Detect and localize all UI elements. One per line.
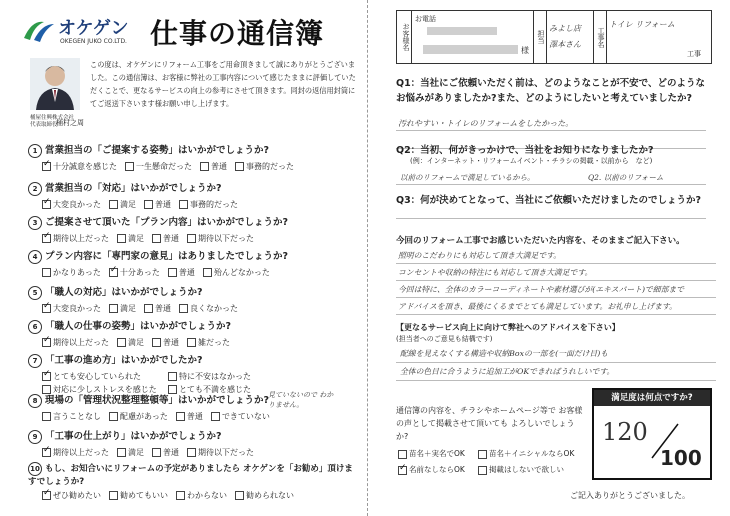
option[interactable]	[187, 233, 254, 244]
option-label: 苗名＋実名でOK	[409, 449, 465, 458]
option[interactable]	[125, 161, 192, 172]
option-label: 満足	[120, 200, 136, 209]
q2-sub: (例：インターネット・リフォームイベント・チラシの掲載・以前から など)	[410, 157, 653, 165]
option[interactable]	[187, 447, 254, 458]
customer-box	[396, 10, 712, 64]
question-number: 4	[28, 250, 42, 264]
checkbox-icon[interactable]	[42, 304, 51, 313]
option-label: 良くなかった	[190, 304, 238, 313]
question-number: 6	[28, 320, 42, 334]
question-6	[28, 318, 364, 348]
option[interactable]	[109, 490, 168, 501]
logo	[22, 18, 56, 44]
option[interactable]	[152, 447, 179, 458]
option-label: 期待以上だった	[53, 234, 109, 243]
brand-name: オケゲン	[58, 18, 129, 39]
question-number: 10	[28, 462, 42, 476]
advice-line: 配線を見えなくする構造や収納Boxの一部を(一面だけ目)も	[400, 349, 609, 358]
option-label: 期待以下だった	[198, 448, 254, 457]
option[interactable]	[42, 267, 101, 278]
option[interactable]	[42, 303, 101, 314]
question-4	[28, 248, 364, 278]
impression-line: コンセントや収納の特注にも対応して頂き大満足です。	[398, 268, 593, 277]
option-label: 配慮があった	[120, 412, 168, 421]
option[interactable]	[117, 337, 144, 348]
question-1	[28, 142, 364, 172]
logo-icon	[22, 18, 56, 44]
question-number: 3	[28, 216, 42, 230]
question-text: 「職人の対応」はいかがでしょうか?	[45, 287, 203, 298]
kouji-label: 工事名	[593, 11, 607, 63]
option[interactable]	[152, 337, 179, 348]
q2-answer-2: Q2. 以前のリフォーム	[588, 173, 664, 182]
checkbox-icon[interactable]	[42, 372, 51, 381]
checkbox-icon[interactable]	[176, 491, 185, 500]
score-value: 120	[602, 418, 648, 446]
q2-text: Q2：当初、何がきっかけで、当社をお知りになりましたか?	[396, 145, 654, 156]
checkbox-icon[interactable]	[152, 448, 161, 457]
name-value	[423, 45, 518, 54]
checkbox-icon[interactable]	[478, 466, 487, 475]
option[interactable]	[144, 199, 171, 210]
option-label: 普通	[211, 162, 227, 171]
phone-value	[427, 27, 497, 35]
option[interactable]	[176, 411, 203, 422]
checkbox-icon[interactable]	[200, 162, 209, 171]
checkbox-icon[interactable]	[109, 412, 118, 421]
question-number: 2	[28, 182, 42, 196]
option-label: かなりあった	[53, 268, 101, 277]
option[interactable]	[42, 371, 160, 382]
checkbox-icon[interactable]	[235, 162, 244, 171]
option-label: 大変良かった	[53, 200, 101, 209]
question-text: 現場の「管理状況整理整頓等」はいかがでしょうか?	[45, 395, 270, 406]
option[interactable]	[42, 199, 101, 210]
q2-answer: 以前のリフォームで満足しているから。	[400, 173, 535, 182]
option-label: とても不満を感じた	[179, 385, 251, 394]
option-label: 普通	[163, 234, 179, 243]
checkbox-icon[interactable]	[203, 268, 212, 277]
option[interactable]	[179, 199, 238, 210]
option[interactable]	[109, 199, 136, 210]
score-title: 満足度は何点ですか?	[594, 390, 710, 406]
option-label: 事務的だった	[246, 162, 294, 171]
question-text: プラン内容に「専門家の意見」はありましたでしょうか?	[45, 251, 289, 262]
checkbox-icon[interactable]	[42, 268, 51, 277]
option-label: 普通	[186, 412, 203, 421]
option-label: とても安心していられた	[53, 372, 141, 381]
checkbox-icon[interactable]	[42, 448, 51, 457]
option[interactable]	[235, 490, 294, 501]
president-name: 桶村之周	[56, 119, 84, 127]
checkbox-icon[interactable]	[144, 200, 153, 209]
option[interactable]	[42, 337, 109, 348]
divider	[367, 0, 368, 516]
checkbox-icon[interactable]	[42, 200, 51, 209]
brand-sub: OKEGEN JUKO CO.LTD.	[60, 38, 127, 45]
option-label: 普通	[155, 304, 171, 313]
q3-text: Q3：何が決めてとなって、当社にご依頼いただけましたのでしょうか?	[396, 195, 702, 206]
option-label: 期待以上だった	[53, 448, 109, 457]
option-label: 期待以上だった	[53, 338, 109, 347]
option[interactable]	[109, 267, 160, 278]
option[interactable]	[168, 371, 286, 382]
publish-option[interactable]	[478, 448, 574, 459]
president-title: 代表取締役	[30, 122, 58, 128]
option[interactable]	[235, 161, 294, 172]
option[interactable]	[109, 303, 136, 314]
question-10	[28, 462, 364, 501]
option-label: 雑だった	[198, 338, 230, 347]
q1-answer: 汚れやすい・トイレのリフォームをしたかった。	[398, 119, 574, 128]
option-label: 名前なしならOK	[409, 465, 465, 474]
checkbox-icon[interactable]	[235, 491, 244, 500]
option[interactable]	[42, 161, 117, 172]
checkbox-icon[interactable]	[398, 450, 407, 459]
option-label: 言うことなし	[53, 412, 101, 421]
option[interactable]	[203, 267, 270, 278]
checkbox-icon[interactable]	[117, 338, 126, 347]
question-text: 「工事の進め方」はいかがでしたか?	[45, 355, 203, 366]
question-text: 「職人の仕事の姿勢」はいかがでしょうか?	[45, 321, 232, 332]
question-9	[28, 428, 364, 458]
tanto-label: 担当	[533, 11, 547, 63]
score-max: 100	[660, 446, 702, 470]
publish-option[interactable]	[398, 448, 465, 459]
option[interactable]	[211, 411, 270, 422]
option[interactable]	[42, 233, 109, 244]
kouji-value: トイレ リフォーム	[609, 20, 675, 29]
option-label: 特に不安はなかった	[179, 372, 251, 381]
option-label: 勧めてもいい	[120, 491, 168, 500]
option[interactable]	[117, 233, 144, 244]
option-label: 期待以下だった	[198, 234, 254, 243]
impression-line: アドバイスを頂き、最後にくるまでとても満足しています。お礼申し上げます。	[398, 302, 677, 311]
question-2	[28, 180, 364, 210]
option-label: 大変良かった	[53, 304, 101, 313]
option-label: 十分誠意を感じた	[53, 162, 117, 171]
checkbox-icon[interactable]	[125, 162, 134, 171]
checkbox-icon[interactable]	[187, 448, 196, 457]
impression-line: 今回は特に、全体のカラーコーディネートや素材選びが(エキスパート)で細部まで	[398, 285, 684, 294]
option-label: 苗名＋イニシャルならOK	[489, 449, 575, 458]
checkbox-icon[interactable]	[176, 412, 185, 421]
customer-label: お客様名	[397, 11, 412, 63]
question-7	[28, 352, 364, 395]
option[interactable]	[42, 447, 109, 458]
question-text: 営業担当の「ご提案する姿勢」はいかがでしょうか?	[45, 145, 270, 156]
option-label: できていない	[221, 412, 270, 421]
publish-question: 通信簿の内容を、チラシやホームページ等で お客様の声として掲載させて頂いても よろしいでしょうか?	[396, 406, 583, 441]
option-label: 満足	[128, 234, 144, 243]
checkbox-icon[interactable]	[168, 268, 177, 277]
thanks: ご記入ありがとうございました。	[570, 491, 690, 500]
checkbox-icon[interactable]	[109, 268, 118, 277]
option-label: 殆んどなかった	[213, 268, 270, 277]
option-label: 満足	[120, 304, 136, 313]
person-icon	[30, 58, 80, 110]
advice-title: 【更なるサービス向上に向けて弊社へのアドバイスを下さい】	[396, 323, 620, 332]
checkbox-icon[interactable]	[152, 234, 161, 243]
question-text: もし、お知合いにリフォームの予定がありましたら オケゲンを「お勧め」頂けますでしょうか?	[28, 464, 353, 487]
checkbox-icon[interactable]	[211, 412, 220, 421]
score-box	[592, 388, 712, 480]
option[interactable]	[200, 161, 227, 172]
checkbox-icon[interactable]	[478, 450, 487, 459]
checkbox-icon[interactable]	[42, 234, 51, 243]
publish-option[interactable]	[478, 464, 564, 475]
option[interactable]	[117, 447, 144, 458]
question-3	[28, 214, 364, 244]
checkbox-icon[interactable]	[168, 372, 177, 381]
option-label: ぜひ勧めたい	[53, 491, 101, 500]
checkbox-icon[interactable]	[42, 412, 51, 421]
question-number: 8	[28, 394, 42, 408]
question-number: 5	[28, 286, 42, 300]
advice-line: 全体の色目に合うように追加工がOKできればうれしいです。	[400, 367, 615, 376]
option-label: 十分あった	[119, 268, 160, 277]
option[interactable]	[168, 267, 195, 278]
checkbox-icon[interactable]	[179, 200, 188, 209]
checkbox-icon[interactable]	[144, 304, 153, 313]
kouji-suffix: 工事	[687, 50, 701, 58]
option-label: 満足	[128, 338, 144, 347]
question-text: 「工事の仕上がり」はいかがでしょうか?	[45, 431, 222, 442]
tanto-value: みよし店 澤本さん	[549, 24, 581, 49]
checkbox-icon[interactable]	[42, 338, 51, 347]
option-label: 勧められない	[246, 491, 294, 500]
option-label: 対応に少しストレスを感じた	[53, 385, 157, 394]
checkbox-icon[interactable]	[42, 162, 51, 171]
question-number: 1	[28, 144, 42, 158]
publish-option[interactable]	[398, 464, 465, 475]
phone-label: お電話	[415, 15, 436, 23]
president-company: 桶屋住興株式会社	[30, 115, 75, 121]
option[interactable]	[144, 303, 171, 314]
checkbox-icon[interactable]	[187, 338, 196, 347]
question-number: 9	[28, 430, 42, 444]
advice-sub: (担当者へのご意見も結構です)	[396, 335, 493, 343]
question-text: 営業担当の「対応」はいかがでしょうか?	[45, 183, 222, 194]
impression-title: 今回のリフォーム工事でお感じいただいた内容を、そのままご記入下さい。	[396, 236, 685, 246]
checkbox-icon[interactable]	[109, 200, 118, 209]
option-label: 普通	[155, 200, 171, 209]
option[interactable]	[109, 411, 168, 422]
option[interactable]	[187, 337, 230, 348]
intro-text: この度は、オケゲンにリフォーム工事をご用命頂きまして誠にありがとうございました。この通信簿は、お客様に弊社の工事内容について感じたままに評価していただくことで、更なるサービスの向上の参考にさせて頂きます。同封の返信用封筒にてご返送下さいます様お願い申し上げます。	[90, 60, 356, 108]
option[interactable]	[42, 411, 101, 422]
question-text: ご提案させて頂いた「プラン内容」はいかがでしょうか?	[45, 217, 289, 228]
option[interactable]	[152, 233, 179, 244]
checkbox-icon[interactable]	[42, 491, 51, 500]
option-label: 普通	[163, 338, 179, 347]
option[interactable]	[179, 303, 238, 314]
checkbox-icon[interactable]	[187, 234, 196, 243]
impression-line: 照明のこだわりにも対応して頂き大満足です。	[398, 251, 562, 260]
checkbox-icon[interactable]	[117, 448, 126, 457]
option-label: 一生懸命だった	[136, 162, 192, 171]
question-number: 7	[28, 354, 42, 368]
checkbox-icon[interactable]	[109, 491, 118, 500]
checkbox-icon[interactable]	[117, 234, 126, 243]
checkbox-icon[interactable]	[179, 304, 188, 313]
option[interactable]	[42, 490, 101, 501]
sama-label: 様	[521, 46, 529, 55]
checkbox-icon[interactable]	[109, 304, 118, 313]
checkbox-icon[interactable]	[152, 338, 161, 347]
president-photo	[30, 58, 80, 110]
option-label: 満足	[128, 448, 144, 457]
page-title: 仕事の通信簿	[150, 17, 325, 50]
question-5	[28, 284, 364, 314]
q8-note: 見ていないので わかりません。	[268, 391, 334, 409]
option-label: わからない	[187, 491, 227, 500]
checkbox-icon[interactable]	[398, 466, 407, 475]
option[interactable]	[176, 490, 227, 501]
option-label: 普通	[178, 268, 195, 277]
option-label: 事務的だった	[190, 200, 238, 209]
option-label: 掲載はしないで欲しい	[489, 465, 564, 474]
option-label: 普通	[163, 448, 179, 457]
q1-text: Q1：当社にご依頼いただく前は、どのようなことが不安で、どのような お悩みがありましたか?また、どのようにしたいと考えていましたか?	[396, 78, 705, 104]
